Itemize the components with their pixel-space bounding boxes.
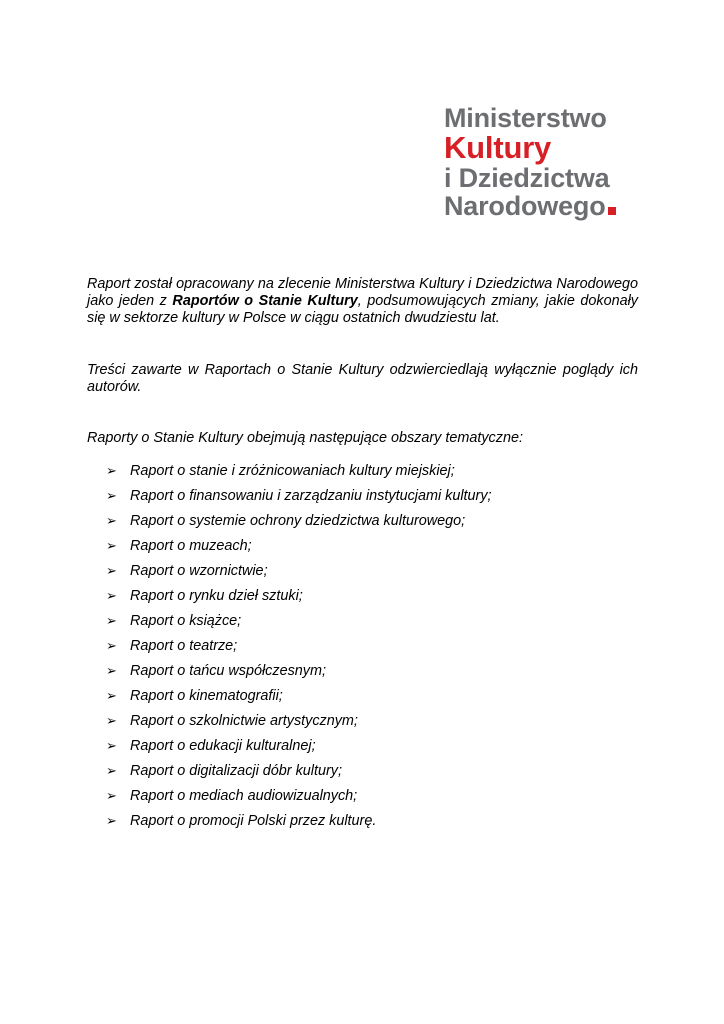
ministry-logo (444, 104, 664, 220)
report-title: Raport o teatrze; (130, 638, 238, 654)
logo-line-kultury: Kultury (444, 130, 552, 165)
list-item (106, 762, 492, 787)
list-item (106, 612, 492, 637)
arrow-bullet-icon: ➢ (106, 813, 117, 828)
arrow-bullet-icon: ➢ (106, 738, 117, 753)
topics-intro-paragraph: Raporty o Stanie Kultury obejmują następujące obszary tematyczne: (87, 430, 523, 446)
list-item (106, 812, 492, 837)
arrow-bullet-icon: ➢ (106, 788, 117, 803)
arrow-bullet-icon: ➢ (106, 488, 117, 503)
list-item (106, 737, 492, 762)
report-title: Raport o systemie ochrony dziedzictwa kulturowego; (130, 513, 466, 529)
list-item (106, 687, 492, 712)
intro-paragraph (87, 276, 638, 327)
report-title: Raport o wzornictwie; (130, 563, 268, 579)
arrow-bullet-icon: ➢ (106, 763, 117, 778)
report-title: Raport o książce; (130, 613, 242, 629)
reports-series-title: Raportów o Stanie Kultury (172, 293, 358, 309)
report-title: Raport o edukacji kulturalnej; (130, 738, 316, 754)
report-title: Raport o mediach audiowizualnych; (130, 788, 358, 804)
arrow-bullet-icon: ➢ (106, 688, 117, 703)
list-item (106, 787, 492, 812)
arrow-bullet-icon: ➢ (106, 613, 117, 628)
list-item (106, 487, 492, 512)
reports-list (106, 462, 492, 837)
list-item (106, 712, 492, 737)
report-title: Raport o promocji Polski przez kulturę. (130, 813, 377, 829)
arrow-bullet-icon: ➢ (106, 663, 117, 678)
list-item (106, 537, 492, 562)
list-item (106, 512, 492, 537)
arrow-bullet-icon: ➢ (106, 563, 117, 578)
report-title: Raport o stanie i zróżnicowaniach kultury miejskiej; (130, 463, 455, 479)
arrow-bullet-icon: ➢ (106, 538, 117, 553)
arrow-bullet-icon: ➢ (106, 463, 117, 478)
report-title: Raport o digitalizacji dóbr kultury; (130, 763, 342, 779)
list-item (106, 587, 492, 612)
intro-text-before: Raport został opracowany na zlecenie Ministerstwa Kultury i Dziedzictwa Narodowego jako jeden z (87, 276, 638, 309)
arrow-bullet-icon: ➢ (106, 638, 117, 653)
logo-red-square (608, 207, 616, 215)
logo-line-ministerstwo: Ministerstwo (444, 103, 607, 133)
logo-line-narodowego (444, 192, 664, 220)
arrow-bullet-icon: ➢ (106, 588, 117, 603)
report-title: Raport o rynku dzieł sztuki; (130, 588, 303, 604)
report-title: Raport o finansowaniu i zarządzaniu instytucjami kultury; (130, 488, 492, 504)
arrow-bullet-icon: ➢ (106, 513, 117, 528)
list-item (106, 662, 492, 687)
intro-text-after: , podsumowujących zmiany, jakie dokonały się w sektorze kultury w Polsce w ciągu ostatnich dwudziestu lat. (87, 293, 638, 326)
report-title: Raport o szkolnictwie artystycznym; (130, 713, 358, 729)
arrow-bullet-icon: ➢ (106, 713, 117, 728)
logo-word-narodowego: Narodowego (444, 191, 606, 221)
report-title: Raport o kinematografii; (130, 688, 283, 704)
logo-line-dziedzictwa: i Dziedzictwa (444, 163, 610, 193)
disclaimer-paragraph: Treści zawarte w Raportach o Stanie Kultury odzwierciedlają wyłącznie poglądy ich autorów. (87, 362, 638, 395)
list-item (106, 462, 492, 487)
list-item (106, 562, 492, 587)
report-title: Raport o tańcu współczesnym; (130, 663, 326, 679)
report-title: Raport o muzeach; (130, 538, 252, 554)
list-item (106, 637, 492, 662)
